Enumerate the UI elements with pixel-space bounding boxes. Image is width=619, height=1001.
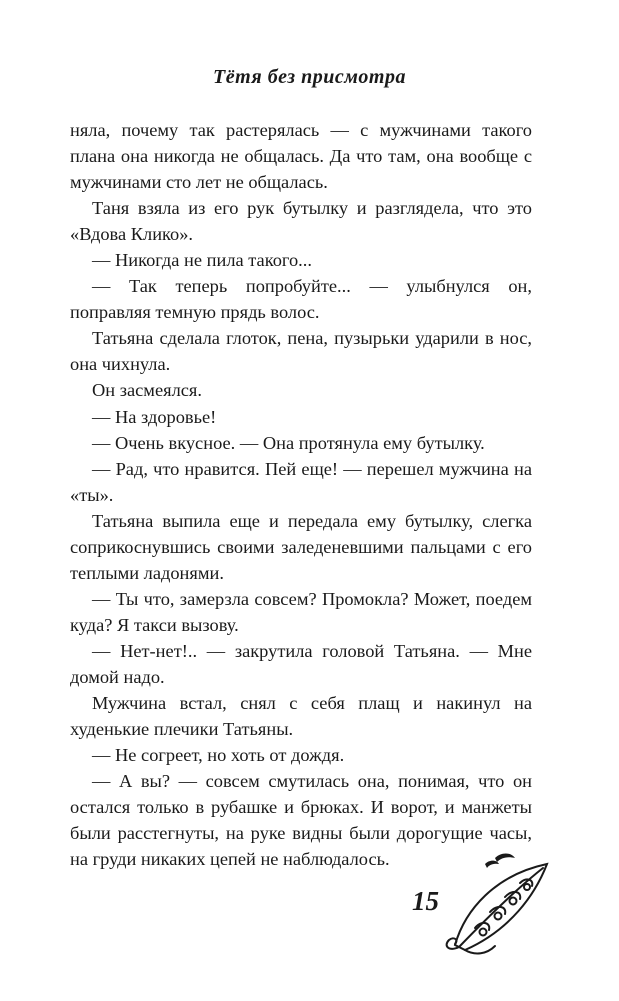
paragraph: Мужчина встал, снял с себя плащ и накинул на худенькие плечики Татьяны.	[70, 693, 532, 740]
paragraph: — Не согреет, но хоть от дождя.	[92, 745, 345, 766]
paragraph: — Очень вкусное. — Она протянула ему бутылку.	[92, 432, 485, 453]
paragraph: — А вы? — совсем смутилась она, понимая, что он остался только в рубашке и брюках. И ворот, и манжеты были расстегнуты, на руке видны были дорогущие часы, на груди никаких цепей не наблюдалось.	[70, 771, 532, 870]
paragraph: Татьяна выпила еще и передала ему бутылку, слегка соприкоснувшись своими заледеневшими пальцами с его теплыми ладонями.	[70, 510, 532, 583]
leaf-flourish-icon	[435, 850, 555, 960]
paragraph: няла, почему так растерялась — с мужчинами такого плана она никогда не общалась. Да что там, она вообще с мужчинами сто лет не общалась.	[70, 120, 532, 193]
paragraph: — Нет-нет!.. — закрутила головой Татьяна. — Мне домой надо.	[70, 640, 532, 687]
paragraph: Татьяна сделала глоток, пена, пузырьки ударили в нос, она чихнула.	[70, 328, 532, 375]
paragraph: Таня взяла из его рук бутылку и разглядела, что это «Вдова Клико».	[70, 198, 532, 245]
page-number: 15	[412, 886, 439, 916]
paragraph: — Так теперь попробуйте... — улыбнулся он, поправляя темную прядь волос.	[70, 276, 532, 323]
running-head: Тётя без присмотра	[213, 66, 406, 88]
paragraph: Он засмеялся.	[92, 380, 202, 401]
paragraph: — Ты что, замерзла совсем? Промокла? Может, поедем куда? Я такси вызову.	[70, 588, 532, 635]
body-text	[70, 117, 532, 872]
paragraph: — Рад, что нравится. Пей еще! — перешел мужчина на «ты».	[70, 458, 532, 505]
paragraph: — На здоровье!	[92, 406, 217, 427]
paragraph: — Никогда не пила такого...	[92, 250, 312, 271]
